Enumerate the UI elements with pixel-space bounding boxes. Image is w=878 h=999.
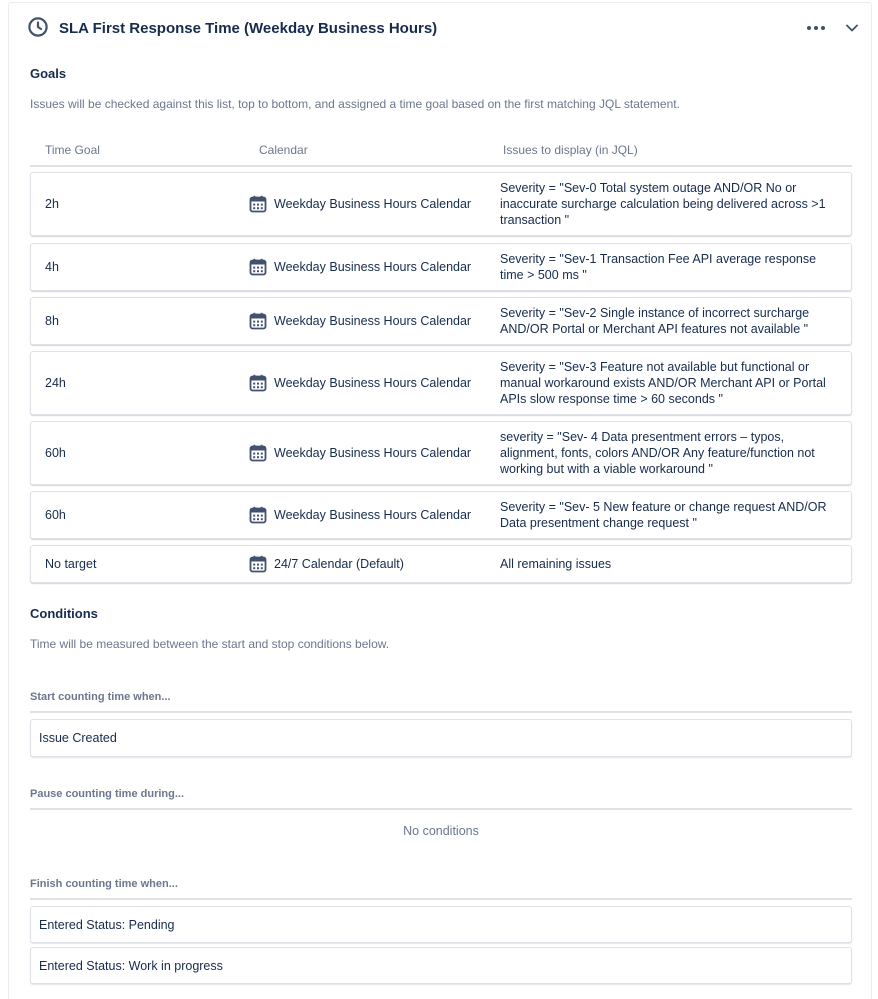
more-actions-button[interactable] [803,17,829,39]
goal-calendar-label: 24/7 Calendar (Default) [274,557,404,571]
conditions-heading: Conditions [30,606,98,621]
pause-divider [30,808,852,810]
goal-row[interactable] [30,545,852,583]
goal-time: 8h [45,314,59,328]
finish-divider [30,898,852,900]
calendar-icon [249,444,267,462]
goals-heading: Goals [30,66,67,81]
goal-row[interactable] [30,243,852,291]
conditions-description: Time will be measured between the start and stop conditions below. [30,637,390,651]
goal-calendar-label: Weekday Business Hours Calendar [274,260,472,274]
table-header-divider [30,165,852,167]
goal-time: 24h [45,376,66,390]
goal-jql: Severity = "Sev-2 Single instance of incorrect surcharge AND/OR Portal or Merchant API features not available " [500,306,810,336]
goal-calendar [249,374,471,392]
goal-calendar [249,506,471,524]
goal-time: 60h [45,446,66,460]
pause-empty-state: No conditions [403,824,479,838]
start-condition-label: Issue Created [39,731,117,745]
finish-condition-label: Entered Status: Work in progress [39,958,223,973]
goal-calendar-label: Weekday Business Hours Calendar [274,197,472,211]
goal-row[interactable] [30,351,852,415]
goal-row[interactable] [30,297,852,345]
goal-jql: Severity = "Sev-0 Total system outage AND/OR No or inaccurate surcharge calculation being delivered across >1 transaction " [500,181,826,227]
goal-time: 60h [45,508,66,522]
start-condition[interactable] [30,719,852,757]
goal-calendar-label: Weekday Business Hours Calendar [274,376,472,390]
goal-jql: Severity = "Sev-3 Feature not available but functional or manual workaround exists AND/OR Merchant API or Portal APIs slow response time > 60 seconds " [500,360,826,406]
start-label: Start counting time when... [30,691,171,703]
goal-jql: severity = "Sev- 4 Data presentment errors – typos, alignment, fonts, colors AND/OR Any feature/function not working but with a viable workaround " [500,430,815,476]
sla-header [9,3,871,55]
goal-calendar-label: Weekday Business Hours Calendar [274,508,472,522]
goal-row[interactable] [30,491,852,539]
col-jql: Issues to display (in JQL) [503,143,638,157]
goal-row[interactable] [30,421,852,485]
goal-calendar [249,555,404,573]
goal-calendar-label: Weekday Business Hours Calendar [274,314,472,328]
calendar-icon [249,555,267,573]
finish-condition-label: Entered Status: Pending [39,917,175,932]
goal-row[interactable] [30,172,852,236]
more-horizontal-icon [807,26,811,30]
calendar-icon [249,374,267,392]
goal-calendar [249,258,471,276]
calendar-icon [249,312,267,330]
goal-calendar [249,444,471,462]
goal-time: No target [45,557,97,571]
goal-calendar-label: Weekday Business Hours Calendar [274,446,472,460]
goal-time: 2h [45,197,59,211]
finish-condition[interactable] [30,947,852,984]
col-time-goal: Time Goal [45,143,100,157]
col-calendar: Calendar [259,143,308,157]
calendar-icon [249,506,267,524]
sla-title: SLA First Response Time (Weekday Business Hours) [59,20,438,37]
finish-condition[interactable] [30,906,852,943]
goal-jql: Severity = "Sev-1 Transaction Fee API average response time > 500 ms " [500,252,817,282]
calendar-icon [249,195,267,213]
goal-jql: Severity = "Sev- 5 New feature or change request AND/OR Data presentment change request " [500,500,827,530]
pause-label: Pause counting time during... [30,788,185,800]
start-divider [30,711,852,713]
goal-calendar [249,195,471,213]
goal-calendar [249,312,471,330]
chevron-down-icon[interactable] [841,17,863,39]
finish-label: Finish counting time when... [30,878,178,890]
clock-icon [27,16,49,38]
calendar-icon [249,258,267,276]
goal-jql: All remaining issues [500,557,612,571]
goals-description: Issues will be checked against this list, top to bottom, and assigned a time goal based on the first matching JQL statement. [30,97,680,111]
goal-time: 4h [45,260,59,274]
sla-card [8,2,872,999]
